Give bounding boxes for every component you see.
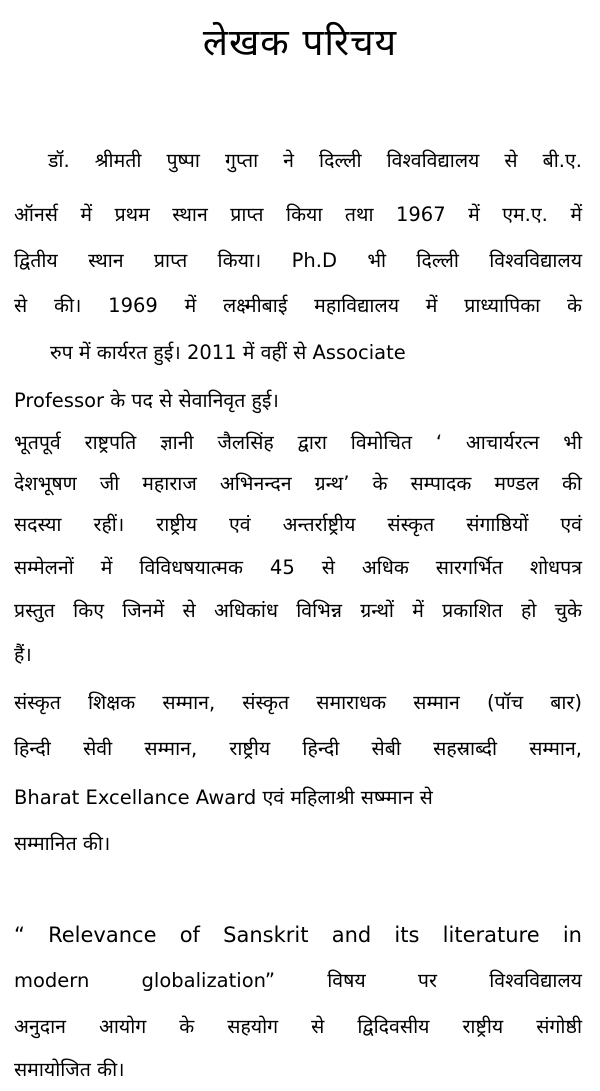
para2-line-1: भूतपूर्व राष्ट्रपति ज्ञानी जैलसिंह द्वारा विमोचित ‘ आचार्यरत्न भी: [14, 431, 582, 454]
para4-line-2: modern globalization” विषय पर विश्वविद्यालय: [14, 969, 582, 992]
para3-line-2: हिन्दी सेवी सम्मान, राष्ट्रीय हिन्दी सेबी सहस्राब्दी सम्मान,: [14, 737, 582, 760]
para1-line-2: ऑनर्स में प्रथम स्थान प्राप्त किया तथा 1967 में एम.ए. में: [14, 203, 582, 226]
para2-line-5: प्रस्तुत किए जिनमें से अधिकांध विभिन्न ग्रन्थों में प्रकाशित हो चुके: [14, 599, 582, 622]
para2-line-3: सदस्या रहीं। राष्ट्रीय एवं अन्तर्राष्ट्रीय संस्कृत संगाष्ठियों एवं: [14, 513, 582, 536]
para3-line-1: संस्कृत शिक्षक सम्मान, संस्कृत समाराधक सम्मान (पॉच बार): [14, 691, 582, 714]
para4-line-4: समायोजित की।: [14, 1058, 125, 1081]
para4-line-3: अनुदान आयोग के सहयोग से द्विदिवसीय राष्ट्रीय संगोष्ठी: [14, 1015, 582, 1038]
para4-line-1: “ Relevance of Sanskrit and its literature in: [14, 923, 582, 947]
para1-line-5: रुप में कार्यरत हुई। 2011 में वहीं से Associate: [50, 341, 406, 364]
para3-line-3: Bharat Excellance Award एवं महिलाश्री सष्म्मान से: [14, 786, 433, 809]
para2-line-4: सम्मेलनों में विविधषयात्मक 45 से अधिक सारगर्भित शोधपत्र: [14, 556, 582, 579]
para1-line-1: डॉ. श्रीमती पुष्पा गुप्ता ने दिल्ली विश्वविद्यालय से बी.ए.: [48, 149, 582, 172]
para2-line-2: देशभूषण जी महाराज अभिनन्दन ग्रन्थ’ के सम्पादक मण्डल की: [14, 472, 582, 495]
para1-line-3: द्वितीय स्थान प्राप्त किया। Ph.D भी दिल्ली विश्वविद्यालय: [14, 249, 582, 272]
para1-line-6: Professor के पद से सेवानिवृत हुई।: [14, 389, 279, 412]
para3-line-4: सम्मानित की।: [14, 832, 111, 855]
para2-line-6: हैं।: [14, 643, 32, 666]
page-title: लेखक परिचय: [202, 21, 398, 64]
para1-line-4: से की। 1969 में लक्ष्मीबाई महाविद्यालय में प्राध्यापिका के: [14, 294, 582, 317]
